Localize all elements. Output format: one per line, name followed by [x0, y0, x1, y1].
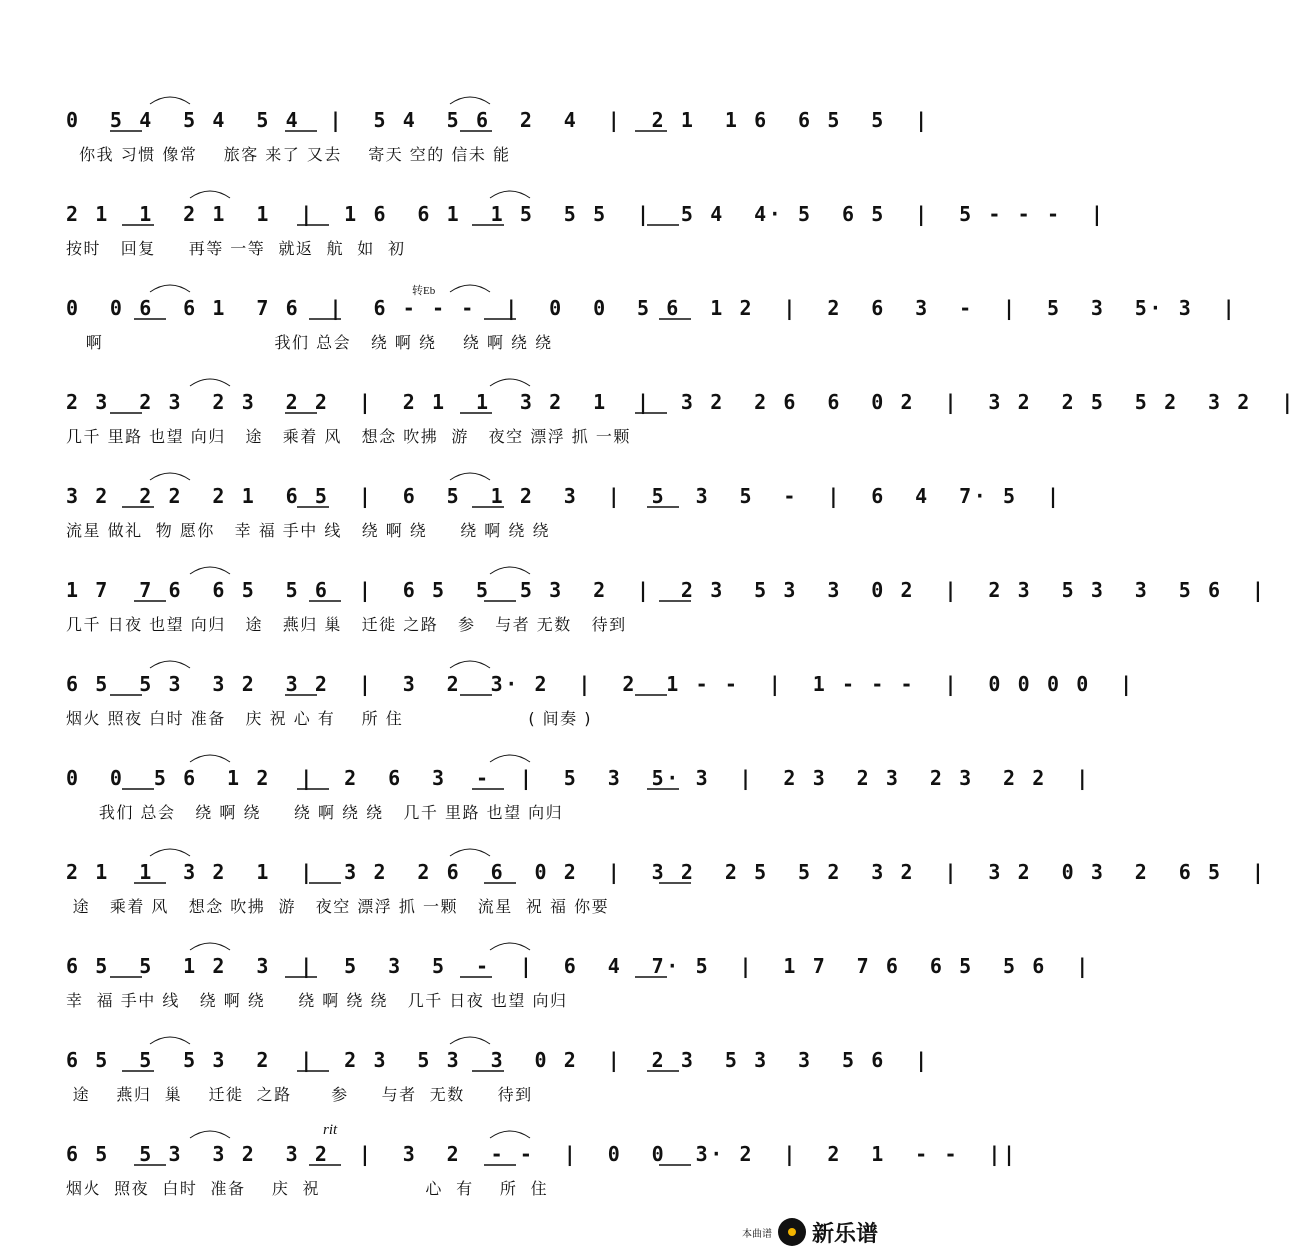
notation-line: 0 5 4 5 4 5 4 | 5 4 5 6 2 4 | 2 1 1 6 6 5 5 | — [66, 108, 930, 132]
footer-brand — [742, 1215, 878, 1249]
score-system — [0, 852, 1267, 946]
lyrics-line: 流星 做礼 物 愿你 幸 福 手中 线 绕 啊 绕 绕 啊 绕 绕 — [66, 521, 550, 540]
score-system — [0, 100, 930, 194]
score-system — [0, 194, 1106, 288]
notation-line: 3 2 2 2 2 1 6 5 | 6 5 1 2 3 | 5 3 5 - | 6 4 7· 5 | — [66, 484, 1062, 508]
notation-line: 2 1 1 2 1 1 | 1 6 6 1 1 5 5 5 | 5 4 4· 5 6 5 | 5 - - - | — [66, 202, 1106, 226]
score-system — [0, 476, 1062, 570]
lyrics-line: 几千 里路 也望 向归 途 乘着 风 想念 吹拂 游 夜空 漂浮 抓 一颗 — [66, 427, 631, 446]
lyrics-line: 按时 回复 再等 一等 就返 航 如 初 — [66, 239, 406, 258]
notation-line: 6 5 5 3 3 2 3 2 | 3 2 - - | 0 0 3· 2 | 2 1 - - || — [66, 1142, 1018, 1166]
key-change-mark: 转Eb — [412, 285, 436, 297]
score-system — [0, 664, 1135, 758]
music-disc-icon — [778, 1218, 806, 1246]
score-system — [0, 946, 1091, 1040]
lyrics-line: 途 乘着 风 想念 吹拂 游 夜空 漂浮 抓 一颗 流星 祝 福 你要 — [66, 897, 610, 916]
score-system — [0, 382, 1296, 476]
notation-line: 2 3 2 3 2 3 2 2 | 2 1 1 3 2 1 | 3 2 2 6 6 0 2 | 3 2 2 5 5 2 3 2 | — [66, 390, 1296, 414]
notation-line: 0 0 5 6 1 2 | 2 6 3 - | 5 3 5· 3 | 2 3 2 3 2 3 2 2 | — [66, 766, 1091, 790]
notation-line: 6 5 5 1 2 3 | 5 3 5 - | 6 4 7· 5 | 1 7 7 6 6 5 5 6 | — [66, 954, 1091, 978]
score-system — [0, 758, 1091, 852]
notation-line: 6 5 5 5 3 2 | 2 3 5 3 3 0 2 | 2 3 5 3 3 5 6 | — [66, 1048, 930, 1072]
score-system — [0, 1040, 930, 1134]
score-system — [0, 570, 1267, 664]
lyrics-line: 几千 日夜 也望 向归 途 燕归 巢 迁徙 之路 参 与者 无数 待到 — [66, 615, 627, 634]
lyrics-line: 你我 习惯 像常 旅客 来了 又去 寄天 空的 信未 能 — [66, 145, 511, 164]
lyrics-line: 途 燕归 巢 迁徙 之路 参 与者 无数 待到 — [66, 1085, 533, 1104]
ritardando-mark: rit — [323, 1122, 338, 1138]
lyrics-line: 幸 福 手中 线 绕 啊 绕 绕 啊 绕 绕 几千 日夜 也望 向归 — [66, 991, 568, 1010]
score-system — [0, 288, 1238, 382]
lyrics-line: 烟火 照夜 白时 准备 庆 祝 心 有 所 住 — [66, 1179, 549, 1198]
lyrics-line: 啊 我们 总会 绕 啊 绕 绕 啊 绕 绕 — [66, 333, 553, 352]
score-system — [0, 1134, 1018, 1228]
notation-line: 0 0 6 6 1 7 6 | 6 - - - | 0 0 5 6 1 2 | 2 6 3 - | 5 3 5· 3 | — [66, 296, 1238, 320]
notation-line: 6 5 5 3 3 2 3 2 | 3 2 3· 2 | 2 1 - - | 1 - - - | 0 0 0 0 | — [66, 672, 1135, 696]
footer-brand-name: 新乐谱 — [811, 1220, 878, 1246]
notation-line: 1 7 7 6 6 5 5 6 | 6 5 5 5 3 2 | 2 3 5 3 3 0 2 | 2 3 5 3 3 5 6 | — [66, 578, 1267, 602]
footer-prefix: 本曲谱 — [741, 1228, 772, 1240]
lyrics-line: 我们 总会 绕 啊 绕 绕 啊 绕 绕 几千 里路 也望 向归 — [66, 803, 564, 822]
notation-line: 2 1 1 3 2 1 | 3 2 2 6 6 0 2 | 3 2 2 5 5 2 3 2 | 3 2 0 3 2 6 5 | — [66, 860, 1267, 884]
lyrics-line: 烟火 照夜 白时 准备 庆 祝 心 有 所 住 ( 间奏 ) — [66, 709, 592, 728]
